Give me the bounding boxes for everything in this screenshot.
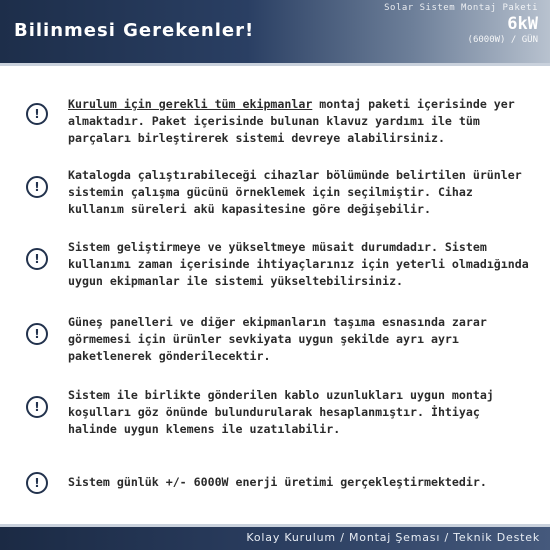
package-daily-note: (6000W) / GÜN bbox=[467, 35, 538, 45]
package-subtitle: Solar Sistem Montaj Paketi bbox=[384, 3, 538, 13]
exclamation-circle-icon: ! bbox=[26, 396, 48, 418]
exclamation-circle-icon: ! bbox=[26, 176, 48, 198]
page-title: Bilinmesi Gerekenler! bbox=[14, 20, 255, 41]
footer-text: Kolay Kurulum / Montaj Şeması / Teknik Destek bbox=[246, 531, 540, 544]
info-text: Sistem geliştirmeye ve yükseltmeye müsait durumdadır. Sistem kullanımı zaman içerisinde ihtiyaçlarınız için yeterli olmadığında uygun ekipmanlar ile sistemi yükseltebilirsiniz. bbox=[68, 240, 529, 288]
package-power: 6kW bbox=[507, 14, 538, 34]
info-text: Katalogda çalıştırabileceği cihazlar bölümünde belirtilen ürünler sistemin çalışma gücünü örneklemek için seçilmiştir. Cihaz kullanım süreleri akü kapasitesine göre değişebilir. bbox=[68, 168, 522, 216]
package-info bbox=[384, 3, 538, 45]
info-text: Sistem günlük +/- 6000W enerji üretimi gerçekleştirmektedir. bbox=[68, 475, 487, 489]
info-lead: Kurulum için gerekli tüm ekipmanlar bbox=[68, 97, 313, 111]
header-banner bbox=[0, 0, 550, 66]
info-text: Güneş panelleri ve diğer ekipmanların taşıma esnasında zarar görmemesi için ürünler sevkiyata uygun şekilde ayrı ayrı paketlenerek gönderilecektir. bbox=[68, 315, 487, 363]
exclamation-circle-icon: ! bbox=[26, 248, 48, 270]
info-text: Sistem ile birlikte gönderilen kablo uzunlukları uygun montaj koşulları göz önünde bulundurularak hesaplanmıştır. İhtiyaç halinde uygun klemens ile uzatılabilir. bbox=[68, 388, 494, 436]
info-text bbox=[68, 96, 530, 147]
footer-bar bbox=[0, 524, 550, 550]
exclamation-circle-icon: ! bbox=[26, 323, 48, 345]
exclamation-circle-icon: ! bbox=[26, 472, 48, 494]
info-body: montaj paketi içerisinde yer almaktadır. Paket içerisinde bulunan klavuz yardımı ile tüm parçaları birleştirerek sistemi devreye alabilirsiniz. bbox=[68, 97, 515, 145]
exclamation-circle-icon: ! bbox=[26, 103, 48, 125]
